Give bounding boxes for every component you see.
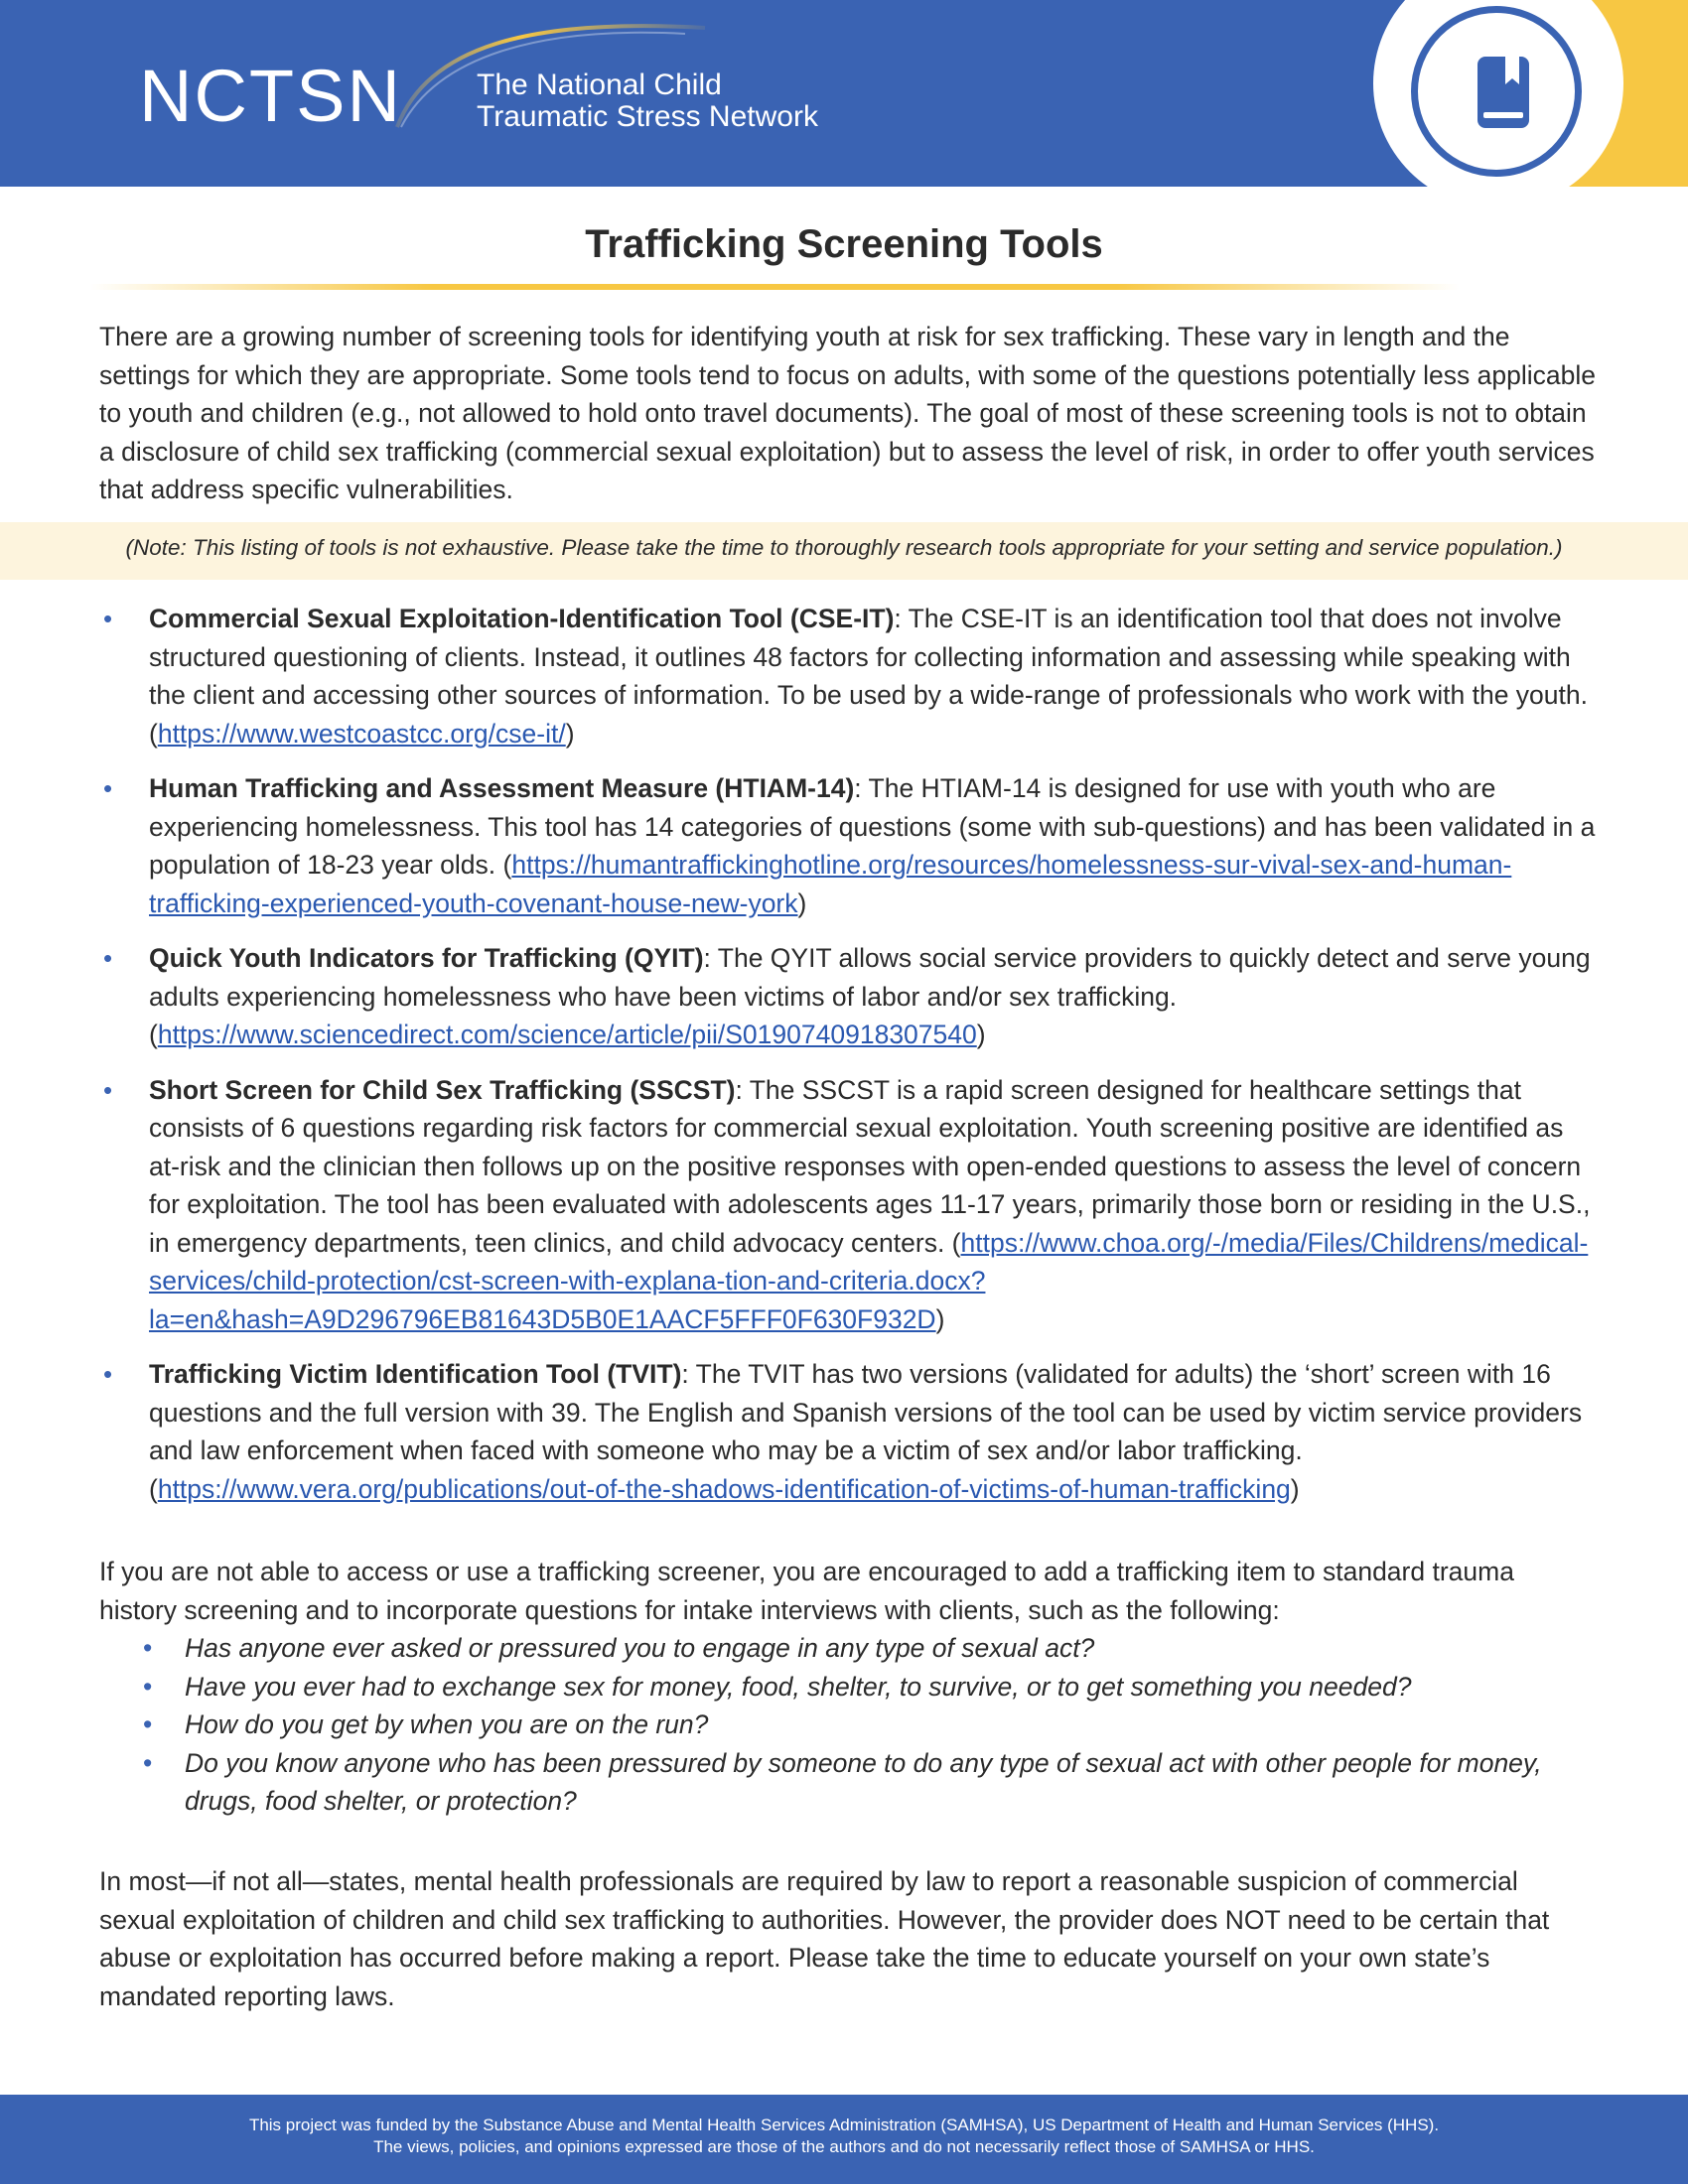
question-item <box>99 1629 1599 1668</box>
org-name-line2: Traumatic Stress Network <box>477 100 818 133</box>
question-item <box>99 1706 1599 1744</box>
tool-link[interactable]: https://www.choa.org/-/media/Files/Childrens/medical-services/child-protection/cst-screen-with-explana-tion-and-criteria.docx?la=en&hash=A9D296796EB81643D5B0E1AACF5FFF0F630F932D <box>149 1227 1589 1334</box>
tool-name: Trafficking Victim Identification Tool (TVIT) <box>149 1359 682 1389</box>
tool-link-close: ) <box>565 718 575 749</box>
tool-link[interactable]: https://humantraffickinghotline.org/resources/homelessness-sur-vival-sex-and-human-trafficking-experienced-youth-covenant-house-new-york <box>149 850 1512 918</box>
bullet-icon: • <box>143 1747 153 1778</box>
tool-name: Human Trafficking and Assessment Measure (HTIAM-14) <box>149 773 855 803</box>
bullet-icon: • <box>103 773 113 803</box>
screening-questions-section <box>99 1553 1599 1821</box>
bullet-icon: • <box>143 1633 153 1663</box>
tool-description: : The SSCST is a rapid screen designed for healthcare settings that consists of 6 questions regarding risk factors for commercial sexual exploitation. Youth screening positive are identified as at-risk and the clinician then follows up on the positive responses with open-ended questions to assess the level of concern for exploitation. The tool has been evaluated with adolescents ages 11-17 years, primarily those born or residing in the U.S., in emergency departments, teen clinics, and child advocacy centers. ( <box>149 1074 1591 1258</box>
bullet-icon: • <box>103 1074 113 1105</box>
funding-notice: This project was funded by the Substance Abuse and Mental Health Services Administration (SAMHSA), US Department of Health and Human Services (HHS). <box>248 2116 1440 2134</box>
tools-list <box>99 600 1599 1525</box>
bullet-icon: • <box>103 604 113 633</box>
tool-description: : The QYIT allows social service providers to quickly detect and serve young adults experiencing homelessness who have been victims of labor and/or sex trafficking. ( <box>149 943 1591 1049</box>
tool-link[interactable]: https://www.vera.org/publications/out-of-the-shadows-identification-of-victims-of-human-trafficking <box>157 1473 1291 1504</box>
tool-item-tvit <box>99 1355 1599 1508</box>
tool-name: Commercial Sexual Exploitation-Identification Tool (CSE-IT) <box>149 604 895 633</box>
bullet-icon: • <box>103 1359 113 1389</box>
resource-badge <box>1373 0 1623 187</box>
tool-item-cse-it <box>99 600 1599 752</box>
screening-intro-paragraph: If you are not able to access or use a trafficking screener, you are encouraged to add a trafficking item to standard trauma history screening and to incorporate questions for intake interviews with clients, such as the following: <box>99 1557 1514 1625</box>
book-icon <box>1476 55 1531 130</box>
org-name-line1: The National Child <box>477 68 722 101</box>
tool-link-close: ) <box>1290 1473 1300 1504</box>
note-text: (Note: This listing of tools is not exhaustive. Please take the time to thoroughly research tools appropriate for your setting and service population.) <box>125 535 1563 560</box>
page-title: Trafficking Screening Tools <box>585 222 1103 266</box>
bullet-icon: • <box>103 943 113 973</box>
tool-item-qyit <box>99 939 1599 1054</box>
question-text: Has anyone ever asked or pressured you to engage in any type of sexual act? <box>185 1633 1095 1663</box>
questions-list <box>99 1629 1599 1821</box>
organization-name <box>477 69 818 133</box>
tool-name: Short Screen for Child Sex Trafficking (SSCST) <box>149 1074 736 1105</box>
tool-item-sscst <box>99 1071 1599 1339</box>
nctsn-logo-wordmark: NCTSN <box>139 55 402 137</box>
question-item <box>99 1744 1599 1821</box>
tool-link-close: ) <box>797 887 807 918</box>
tool-link[interactable]: https://www.westcoastcc.org/cse-it/ <box>157 718 566 749</box>
disclaimer-notice: The views, policies, and opinions expressed are those of the authors and do not necessarily reflect those of SAMHSA or HHS. <box>373 2137 1315 2156</box>
tool-description: : The TVIT has two versions (validated for adults) the ‘short’ screen with 16 questions and the full version with 39. The English and Spanish versions of the tool can be used by victim service providers and law enforcement when faced with someone who may be a victim of sex and/or labor trafficking. ( <box>149 1359 1583 1504</box>
title-divider <box>89 284 1460 290</box>
tool-description: : The HTIAM-14 is designed for use with youth who are experiencing homelessness. This tool has 14 categories of questions (some with sub-questions) and has been validated in a population of 18-23 year olds. ( <box>149 773 1596 880</box>
badge-ring <box>1411 6 1582 177</box>
bullet-icon: • <box>143 1709 153 1739</box>
tool-item-htiam-14 <box>99 769 1599 922</box>
tool-description: : The CSE-IT is an identification tool that does not involve structured questioning of clients. Instead, it outlines 48 factors for collecting information and assessing while speaking with the client and accessing other sources of information. To be used by a wide-range of professionals who work with the youth. ( <box>149 604 1588 749</box>
question-text: How do you get by when you are on the run? <box>185 1709 709 1739</box>
tool-link-close: ) <box>935 1303 945 1334</box>
question-text: Have you ever had to exchange sex for money, food, shelter, to survive, or to get something you needed? <box>185 1671 1412 1702</box>
intro-paragraph: There are a growing number of screening tools for identifying youth at risk for sex trafficking. These vary in length and the settings for which they are appropriate. Some tools tend to focus on adults, with some of the questions potentially less applicable to youth and children (e.g., not allowed to hold onto travel documents). The goal of most of these screening tools is not to obtain a disclosure of child sex trafficking (commercial sexual exploitation) but to assess the level of risk, in order to offer youth services that address specific vulnerabilities. <box>99 322 1596 504</box>
bullet-icon: • <box>143 1671 153 1702</box>
note-band <box>0 522 1688 580</box>
footer-banner <box>0 2095 1688 2184</box>
tool-link[interactable]: https://www.sciencedirect.com/science/article/pii/S0190740918307540 <box>157 1020 977 1049</box>
reporting-paragraph: In most—if not all—states, mental health professionals are required by law to report a reasonable suspicion of commercial sexual exploitation of children and child sex trafficking to authorities. However, the provider does NOT need to be certain that abuse or exploitation has occurred before making a report. Please take the time to educate yourself on your own state’s mandated reporting laws. <box>99 1866 1550 2011</box>
question-item <box>99 1668 1599 1706</box>
header-banner <box>0 0 1688 187</box>
question-text: Do you know anyone who has been pressured by someone to do any type of sexual act with other people for money, drugs, food shelter, or protection? <box>185 1747 1542 1816</box>
tool-name: Quick Youth Indicators for Trafficking (QYIT) <box>149 943 704 973</box>
tool-link-close: ) <box>976 1020 986 1049</box>
